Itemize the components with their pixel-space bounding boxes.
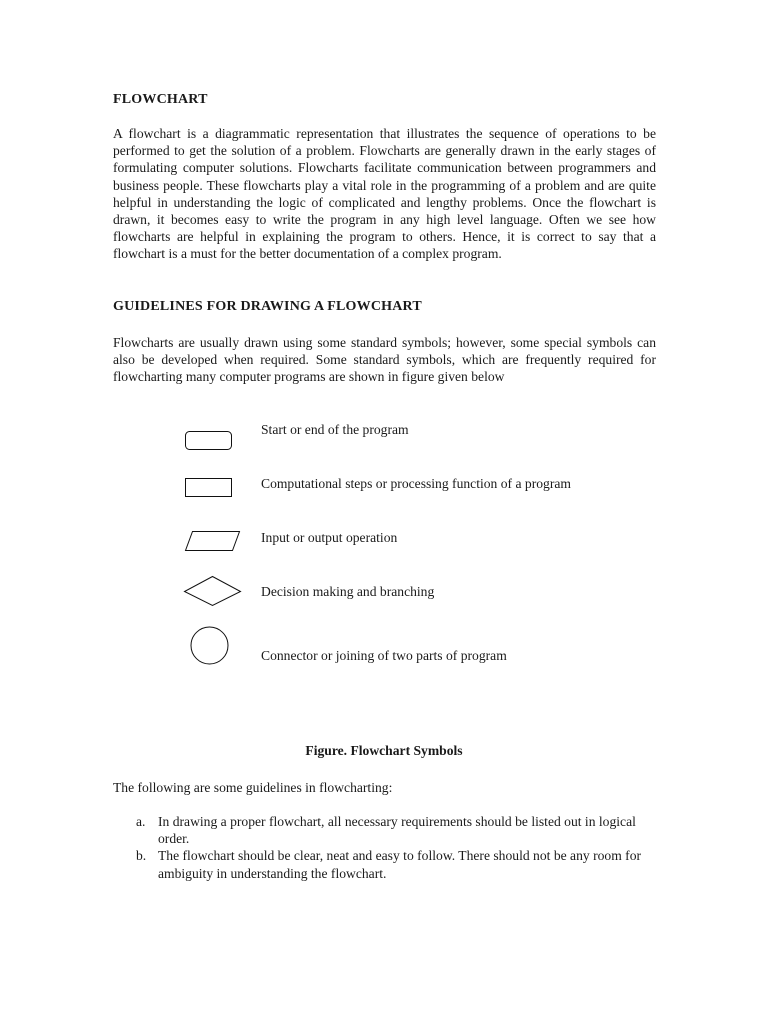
intro-paragraph: A flowchart is a diagrammatic representation that illustrates the sequence of operations to be performed to get the solution of a problem. Flowcharts are generally drawn in the early stages of formulating computer solutions. Flowcharts facilitate communication between programmers and business people. These flowcharts play a vital role in the programming of a problem and are quite helpful in understanding the logic of complicated and lengthy problems. Once the flowchart is drawn, it becomes easy to write the program in any high level language. Often we see how flowcharts are helpful in explaining the program to others. Hence, it is correct to say that a flowchart is a must for the better documentation of a complex program. [113, 126, 656, 262]
list-marker: b. [136, 848, 147, 864]
symbol-label-terminal: Start or end of the program [261, 422, 409, 437]
list-item-text: The flowchart should be clear, neat and easy to follow. There should not be any room for ambiguity in understanding the flowchart. [158, 848, 642, 881]
decision-diamond-icon [180, 575, 244, 611]
symbol-label-decision: Decision making and branching [261, 584, 435, 599]
figure-caption: Figure. Flowchart Symbols [305, 743, 463, 758]
guidelines-list [113, 813, 658, 882]
list-item [113, 847, 658, 881]
page-title: FLOWCHART [113, 92, 208, 107]
guidelines-paragraph: Flowcharts are usually drawn using some standard symbols; however, some special symbols can also be developed when required. Some standard symbols, which are frequently required for flowcharting many computer programs are shown in figure given below [113, 335, 656, 385]
symbol-row-connector [180, 624, 660, 674]
list-item-text: In drawing a proper flowchart, all necessary requirements should be listed out in logical order. [158, 814, 636, 847]
symbol-label-input-output: Input or output operation [261, 530, 398, 545]
guidelines-heading: GUIDELINES FOR DRAWING A FLOWCHART [113, 299, 422, 314]
input-output-parallelogram-icon [180, 530, 244, 564]
symbol-label-connector: Connector or joining of two parts of program [261, 648, 507, 663]
symbol-row-terminal [180, 422, 660, 472]
terminal-rounded-rectangle-icon [180, 426, 240, 460]
symbol-label-process: Computational steps or processing function of a program [261, 476, 571, 491]
list-item [113, 813, 658, 847]
symbol-row-input-output [180, 530, 660, 580]
process-rectangle-icon [180, 476, 240, 510]
symbol-row-decision [180, 575, 660, 625]
connector-circle-icon [180, 624, 240, 668]
list-marker: a. [136, 814, 146, 829]
list-intro: The following are some guidelines in flowcharting: [113, 780, 393, 795]
symbol-row-process [180, 476, 660, 526]
